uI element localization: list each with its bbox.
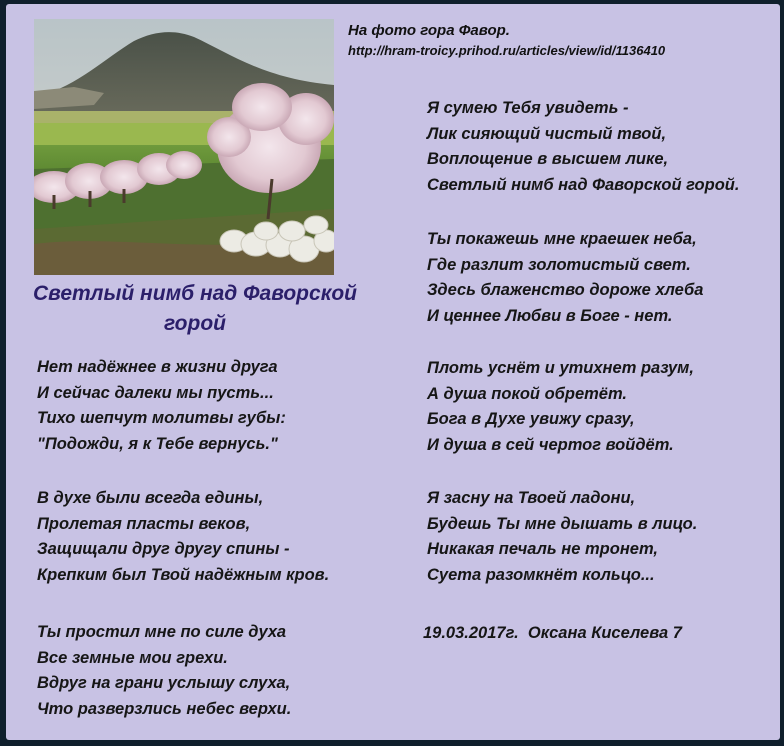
landscape-image <box>34 19 334 275</box>
poem-line: А душа покой обретёт. <box>427 384 628 403</box>
title-line-2: горой <box>164 312 226 335</box>
photo-caption <box>348 21 665 60</box>
right-stanza-1 <box>427 96 739 198</box>
source-url: http://hram-troicy.prihod.ru/articles/view/id/1136410 <box>348 43 666 58</box>
poem-line: И ценнее Любви в Боге - нет. <box>427 306 673 325</box>
caption-text: На фото гора Фавор. <box>348 22 510 39</box>
left-stanza-3 <box>37 620 291 722</box>
poem-line: Лик сияющий чистый твой, <box>427 124 667 143</box>
poem-line: Будешь Ты мне дышать в лицо. <box>427 514 698 533</box>
poem-line: "Подожди, я к Тебе вернусь." <box>37 434 278 453</box>
poem-line: Здесь блаженство дороже хлеба <box>427 281 704 299</box>
left-stanza-2 <box>37 486 329 588</box>
poem-line: Все земные мои грехи. <box>37 648 228 667</box>
right-stanza-4 <box>427 486 697 588</box>
poem-line: Тихо шепчут молитвы губы: <box>37 409 286 427</box>
poem-line: Бога в Духе увижу сразу, <box>427 410 635 428</box>
poem-line: Нет надёжнее в жизни друга <box>37 358 278 376</box>
poem-line: Плоть уснёт и утихнет разум, <box>427 359 694 377</box>
poem-line: Светлый нимб над Фаворской горой. <box>427 175 740 194</box>
poem-line: Я сумею Тебя увидеть - <box>427 99 629 117</box>
poem-line: И душа в сей чертог войдёт. <box>427 435 674 454</box>
poem-line: Никакая печаль не тронет, <box>427 540 658 558</box>
poem-title <box>10 279 380 339</box>
poem-line: Что разверзлись небес верхи. <box>37 699 292 718</box>
poem-line: Где разлит золотистый свет. <box>427 255 691 274</box>
poem-line: Суета разомкнёт кольцо... <box>427 565 655 584</box>
left-stanza-1 <box>37 355 286 457</box>
page <box>6 4 780 740</box>
date-and-author: 19.03.2017г. Оксана Киселева 7 <box>423 624 682 642</box>
poem-line: Воплощение в высшем лике, <box>427 150 669 168</box>
right-stanza-3 <box>427 356 694 458</box>
poem-line: Ты покажешь мне краешек неба, <box>427 230 697 248</box>
poem-line: Я засну на Твоей ладони, <box>427 489 636 507</box>
poem-line: Пролетая пласты веков, <box>37 514 251 533</box>
poem-line: Ты простил мне по силе духа <box>37 623 286 641</box>
poem-line: И сейчас далеки мы пусть... <box>37 383 274 402</box>
right-stanza-2 <box>427 227 703 329</box>
mount-tabor-photo <box>34 19 334 275</box>
poem-line: Вдруг на грани услышу слуха, <box>37 674 291 692</box>
poem-line: В духе были всегда едины, <box>37 489 264 507</box>
title-line-1: Светлый нимб над Фаворской <box>33 282 357 305</box>
poem-line: Защищали друг другу спины - <box>37 540 290 558</box>
poem-line: Крепким был Твой надёжным кров. <box>37 565 330 584</box>
